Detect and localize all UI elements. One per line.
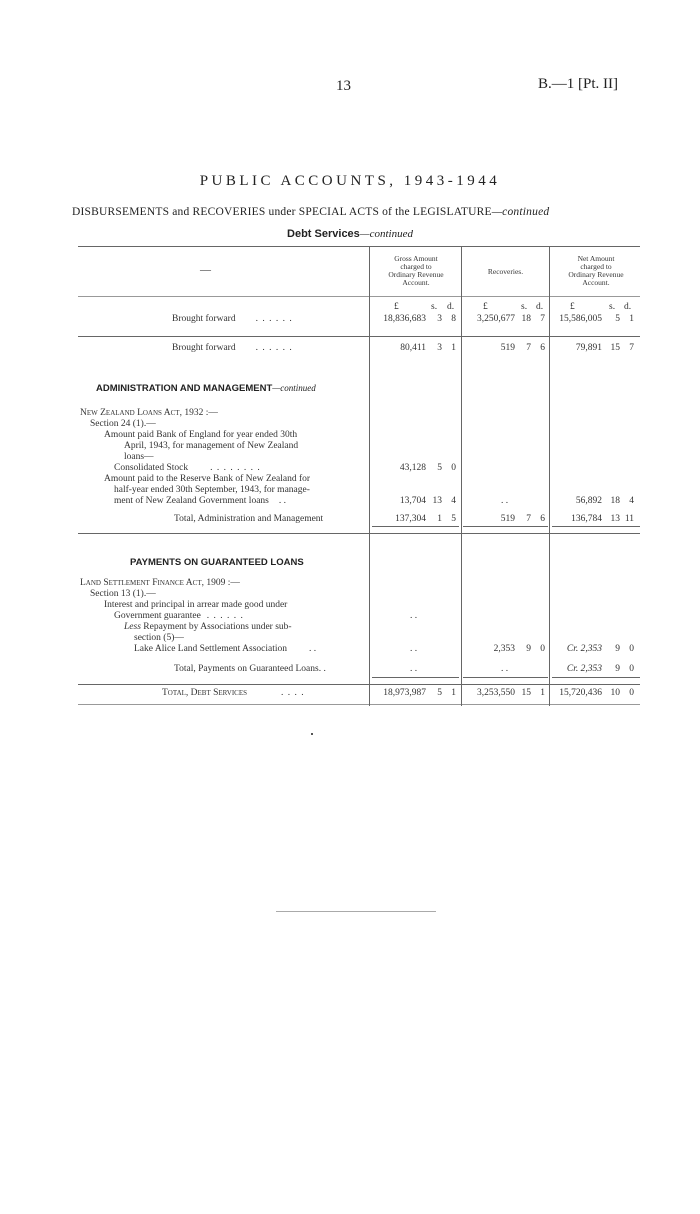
lake-net-shillings: 9 [615,644,620,654]
grand-total-gross-pounds: 18,973,987 [383,688,426,698]
grand-total-rec-pounds: 3,253,550 [477,688,515,698]
header-gross-line3: Ordinary Revenue [388,270,444,279]
land-text-line1: Interest and principal in arrear made good under [104,600,288,610]
guar-gross-underline [372,677,459,678]
page-number: 13 [336,78,351,94]
admin-net-underline [552,526,640,527]
rule-before-total [78,684,640,685]
bf1-rec-shillings: 18 [521,314,531,324]
admin-total-gross-pounds: 137,304 [395,514,426,524]
lake-net-pounds: Cr. 2,353 [566,644,602,654]
bf2-gross-pence: 1 [451,343,456,353]
net-pence-unit: d. [624,302,632,312]
document-reference: B.—1 [Pt. II] [538,76,618,92]
nz2-gross-pence: 4 [451,496,456,506]
bf2-rec-shillings: 7 [526,343,531,353]
lake-gross: . . [410,644,418,654]
guar-total-rec: . . [501,664,509,674]
header-net-line3: Ordinary Revenue [568,270,624,279]
bf1-net-shillings: 5 [615,314,620,324]
bf2-net-shillings: 15 [610,343,620,353]
less-repayment-line2: section (5)— [134,633,184,643]
bf1-gross-pence: 8 [451,314,456,324]
net-shilling-unit: s. [609,302,616,312]
admin-total-net-shillings: 13 [610,514,620,524]
guar-total-gross: . . [410,664,418,674]
grand-total-gross-pence: 1 [451,688,456,698]
header-gross-line2: charged to [400,262,432,271]
nz-section-24: Section 24 (1).— [90,419,156,429]
column-divider-1 [369,246,370,706]
bf2-gross-pounds: 80,411 [400,343,426,353]
guaranteed-loans-heading: PAYMENTS ON GUARANTEED LOANS [130,557,304,568]
nz-text1-line3: loans— [124,452,154,462]
table-top-rule [78,246,640,247]
section-heading-continued: —continued [359,228,413,240]
rec-pence-unit: d. [536,302,544,312]
consol-gross-shillings: 5 [437,463,442,473]
header-gross [372,255,460,287]
nz2-net-pounds: 56,892 [575,496,602,506]
header-gross-line1: Gross Amount [394,254,438,263]
bf1-label: Brought forward . . . . . . [172,314,293,324]
table-bottom-rule [78,704,640,705]
grand-total-net-pence: 0 [629,688,634,698]
consol-gross-pence: 0 [451,463,456,473]
bf1-rec-pounds: 3,250,677 [477,314,515,324]
nz2-net-shillings: 18 [610,496,620,506]
land-text-line2: Government guarantee . . . . . . [114,611,244,621]
admin-rec-underline [463,526,548,527]
header-net-line2: charged to [580,262,612,271]
nz2-gross-shillings: 13 [432,496,442,506]
nz-text1-line2: April, 1943, for management of New Zealand [124,441,299,451]
gross-shilling-unit: s. [431,302,438,312]
header-recoveries: Recoveries. [487,267,524,276]
lake-rec-pounds: 2,353 [493,644,515,654]
nz-text2-line2: half-year ended 30th September, 1943, for manage- [114,485,310,495]
bf2-rec-pounds: 519 [500,343,515,353]
subtitle-continued: —continued [491,206,550,218]
grand-total-net-shillings: 10 [610,688,620,698]
admin-total-rec-pounds: 519 [500,514,515,524]
nz-loans-act: New Zealand Loans Act, 1932 :— [80,408,218,418]
land-section-13: Section 13 (1).— [90,589,156,599]
header-net-line1: Net Amount [577,254,615,263]
rule-after-admin [78,533,640,534]
guar-total-label: Total, Payments on Guaranteed Loans. . [174,664,326,674]
rec-pound-unit: £ [483,302,488,312]
nz-text1-line1: Amount paid Bank of England for year ended 30th [104,430,298,440]
stray-mark [311,733,313,735]
header-net-line4: Account. [582,278,610,287]
page-subtitle [72,206,549,218]
admin-total-label: Total, Administration and Management [174,514,324,524]
header-net [552,255,640,287]
bf2-net-pence: 7 [629,343,634,353]
admin-total-rec-shillings: 7 [526,514,531,524]
nz2-net-pence: 4 [629,496,634,506]
admin-total-net-pounds: 136,784 [571,514,602,524]
guar-net-underline [552,677,640,678]
bf1-net-pence: 1 [629,314,634,324]
grand-total-label: Total, Debt Services . . . . [162,688,305,698]
page-title: PUBLIC ACCOUNTS, 1943-1944 [199,173,501,189]
land-settlement-act: Land Settlement Finance Act, 1909 :— [80,578,240,588]
guar-rec-underline [463,677,548,678]
guar-total-net-shillings: 9 [615,664,620,674]
column-divider-2 [461,246,462,706]
bf2-net-pounds: 79,891 [575,343,602,353]
admin-total-net-pence: 11 [624,514,634,524]
admin-heading: ADMINISTRATION AND MANAGEMENT—continued [96,383,316,394]
gross-pound-unit: £ [394,302,399,312]
bf2-gross-shillings: 3 [437,343,442,353]
lake-rec-pence: 0 [540,644,545,654]
nz2-rec: . . [501,496,509,506]
admin-total-rec-pence: 6 [540,514,545,524]
bf1-gross-shillings: 3 [437,314,442,324]
grand-total-rec-pence: 1 [540,688,545,698]
bf2-rec-pence: 6 [540,343,545,353]
bf1-rec-pence: 7 [540,314,545,324]
less-repayment-line1: Less Repayment by Associations under sub- [124,622,292,632]
lake-alice-label: Lake Alice Land Settlement Association . . [134,644,317,654]
grand-total-net-pounds: 15,720,436 [559,688,602,698]
bf2-label: Brought forward . . . . . . [172,343,293,353]
nz2-gross-pounds: 13,704 [399,496,426,506]
subtitle-main: DISBURSEMENTS and RECOVERIES under SPECIAL ACTS of the LEGISLATURE [72,206,492,218]
header-gross-line4: Account. [402,278,430,287]
net-pound-unit: £ [570,302,575,312]
section-heading [0,228,700,240]
admin-total-gross-pence: 5 [451,514,456,524]
guar-total-net-pence: 0 [629,664,634,674]
bf1-net-pounds: 15,586,005 [559,314,602,324]
bf1-gross-pounds: 18,836,683 [383,314,426,324]
consol-gross-pounds: 43,128 [399,463,426,473]
consolidated-stock-label: Consolidated Stock . . . . . . . . [114,463,261,473]
rule-after-bf1 [78,336,640,337]
admin-total-gross-shillings: 1 [437,514,442,524]
header-bottom-rule [78,296,640,297]
section-heading-text: Debt Services [287,228,360,240]
lake-rec-shillings: 9 [526,644,531,654]
column-divider-3 [549,246,550,706]
nz-text2-line1: Amount paid to the Reserve Bank of New Zealand for [104,474,311,484]
grand-total-rec-shillings: 15 [521,688,531,698]
nz-text2-line3: ment of New Zealand Government loans . . [114,496,286,506]
header-description: — [200,264,211,276]
gross-pence-unit: d. [447,302,455,312]
lake-net-pence: 0 [629,644,634,654]
guar-total-net-pounds: Cr. 2,353 [566,664,602,674]
land-gross: . . [410,611,418,621]
admin-gross-underline [372,526,459,527]
grand-total-gross-shillings: 5 [437,688,442,698]
rec-shilling-unit: s. [521,302,528,312]
closing-rule [276,911,436,912]
